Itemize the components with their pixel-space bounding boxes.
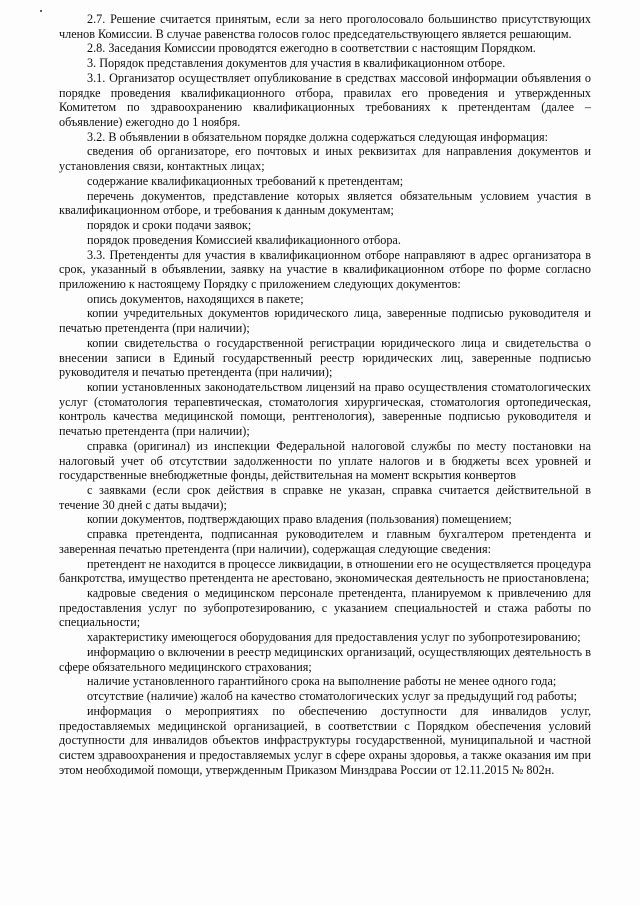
list-item: порядок проведения Комиссией квалификационного отбора. — [87, 232, 401, 247]
list-item: сведения об организаторе, его почтовых и иных реквизитах для направления документов и установления связи, контактных лицах; — [59, 144, 591, 174]
list-item: копии свидетельства о государственной регистрации юридического лица и свидетельства о внесении записи в Единый государственный реестр юридических лиц, заверенные подписью руководителя и печатью претендента (при наличии); — [59, 335, 591, 380]
paragraph-3-2: 3.2. В объявлении в обязательном порядке должна содержаться следующая информация: — [87, 129, 549, 144]
paragraph-2-7: 2.7. Решение считается принятым, если за него проголосовало большинство присутствующих членов Комиссии. В случае равенства голосов голос председательствующего является решающим. — [59, 12, 591, 41]
list-item: наличие установленного гарантийного срока на выполнение работы не менее одного года; — [87, 674, 557, 689]
list-item: копии учредительных документов юридического лица, заверенные подписью руководителя и печатью претендента (при наличии); — [59, 306, 591, 336]
list-item: порядок и сроки подачи заявок; — [87, 218, 252, 233]
list-item: кадровые сведения о медицинском персонале претендента, планируемом к привлечению для предоставления услуг по зубопротезированию, с указанием специальностей и стажа работы по специальности; — [59, 586, 591, 630]
section-3-heading: 3. Порядок представления документов для участия в квалификационном отборе. — [87, 56, 506, 71]
paragraph-3-3: 3.3. Претенденты для участия в квалификационном отборе направляют в адрес организатора в срок, указанный в объявлении, заявку на участие в квалификационном отборе по форме согласно приложению к настоящему Порядку с приложением следующих документов: — [59, 247, 591, 291]
list-item: отсутствие (наличие) жалоб на качество стоматологических услуг за предыдущий год работы; — [87, 689, 577, 704]
list-item: опись документов, находящихся в пакете; — [87, 291, 304, 306]
list-item: справка претендента, подписанная руководителем и главным бухгалтером претендента и заверенная печатью претендента (при наличии), содержащая следующие сведения: — [59, 527, 591, 556]
list-item: с заявками (если срок действия в справке не указан, справка считается действительной в течение 30 дней с даты выдачи); — [59, 483, 591, 512]
list-item: содержание квалификационных требований к претендентам; — [87, 173, 404, 188]
paragraph-3-1: 3.1. Организатор осуществляет опубликование в средствах массовой информации объявления о порядке проведения квалификационного отбора, правилах его проведения и утвержденных Комитетом по здравоохранению квалификационных требованиях к претендентам (далее – объявление) ежегодно до 1 ноября. — [59, 70, 591, 130]
list-item: копии установленных законодательством лицензий на право осуществления стоматологических услуг (стоматология терапевтическая, стоматология хирургическая, стоматология ортопедическая, контроль качества медицинской помощи, рентгенология), заверенные подписью руководителя и печатью претендента (при наличии); — [59, 379, 591, 439]
scan-speck — [40, 10, 42, 12]
list-item: характеристику имеющегося оборудования для предоставления услуг по зубопротезированию; — [87, 630, 581, 645]
list-item: информацию о включении в реестр медицинских организаций, осуществляющих деятельность в сфере обязательного медицинского страхования; — [59, 644, 591, 674]
list-item: справка (оригинал) из инспекции Федеральной налоговой службы по месту постановки на налоговый учет об отсутствии задолженности по уплате налогов и в бюджеты всех уровней и государственные внебюджетные фонды, действительная на момент вскрытия конвертов — [59, 438, 591, 483]
document-body — [59, 12, 591, 777]
list-item: информация о мероприятиях по обеспечению доступности для инвалидов услуг, предоставляемых медицинской организацией, в соответствии с Порядком обеспечения условий доступности для инвалидов объектов инфраструктуры государственной, муниципальной и частной систем здравоохранения и предоставляемых услуг в сфере охраны здоровья, а также оказания им при этом необходимой помощи, утвержденным Приказом Минздрава России от 12.11.2015 № 802н. — [59, 703, 591, 777]
list-item: перечень документов, представление которых является обязательным условием участия в квалификационном отборе, и требования к данным документам; — [59, 188, 591, 218]
list-item: претендент не находится в процессе ликвидации, в отношении его не осуществляется процедура банкротства, имущество претендента не арестовано, экономическая деятельность не приостановлена; — [59, 556, 591, 586]
paragraph-2-8: 2.8. Заседания Комиссии проводятся ежегодно в соответствии с настоящим Порядком. — [87, 41, 536, 56]
list-item: копии документов, подтверждающих право владения (пользования) помещением; — [87, 512, 512, 527]
